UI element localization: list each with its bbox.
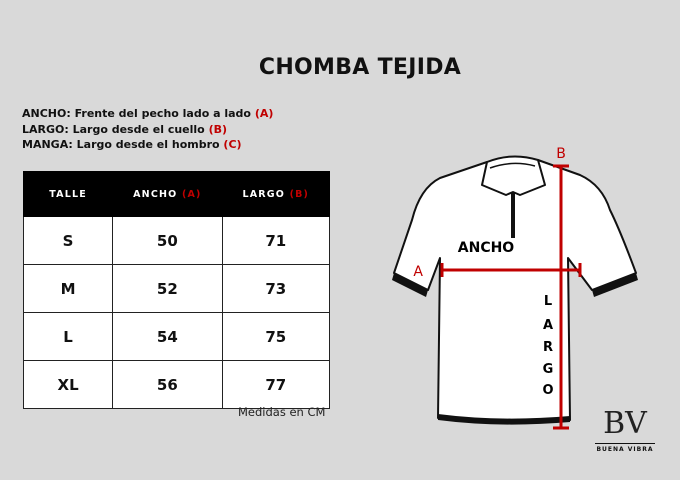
cell-largo: 73 bbox=[222, 265, 329, 313]
cell-talle: XL bbox=[24, 361, 113, 409]
length-letter: O bbox=[542, 383, 554, 398]
size-table bbox=[23, 171, 330, 409]
header-talle bbox=[24, 172, 113, 217]
header-ancho bbox=[113, 172, 222, 217]
cell-talle: S bbox=[24, 217, 113, 265]
length-letter: R bbox=[542, 340, 554, 355]
legend-item-largo bbox=[22, 122, 273, 138]
measurement-legend bbox=[22, 106, 273, 153]
legend-letter: (B) bbox=[208, 122, 228, 136]
header-letter: (B) bbox=[289, 188, 310, 200]
cell-ancho: 54 bbox=[113, 313, 222, 361]
length-letter: L bbox=[543, 294, 553, 309]
header-label: LARGO bbox=[242, 188, 286, 200]
cell-largo: 77 bbox=[222, 361, 329, 409]
legend-letter: (C) bbox=[223, 138, 242, 151]
collar bbox=[482, 156, 545, 195]
legend-text: ANCHO: Frente del pecho lado a lado bbox=[22, 107, 251, 120]
logo-brand-name: BUENA VIBRA bbox=[595, 443, 655, 453]
page-title: CHOMBA TEJIDA bbox=[258, 55, 462, 80]
polo-shirt-diagram bbox=[380, 130, 650, 440]
width-label: ANCHO bbox=[457, 240, 515, 256]
marker-b: B bbox=[556, 146, 566, 162]
units-note: Medidas en CM bbox=[238, 405, 326, 419]
marker-a: A bbox=[413, 264, 423, 280]
legend-text: LARGO: Largo desde el cuello bbox=[22, 122, 205, 136]
length-letter: A bbox=[542, 318, 554, 333]
legend-item-ancho bbox=[22, 106, 273, 122]
brand-logo bbox=[595, 405, 655, 453]
cell-talle: L bbox=[24, 313, 113, 361]
logo-mark: BV bbox=[603, 406, 647, 441]
cell-ancho: 52 bbox=[113, 265, 222, 313]
cell-largo: 75 bbox=[222, 313, 329, 361]
cell-talle: M bbox=[24, 265, 113, 313]
header-letter: (A) bbox=[181, 188, 202, 200]
header-label: TALLE bbox=[49, 188, 87, 200]
table-header-row bbox=[24, 172, 330, 217]
legend-item-manga bbox=[22, 137, 273, 153]
cell-ancho: 50 bbox=[113, 217, 222, 265]
table-row bbox=[24, 361, 330, 409]
header-label: ANCHO bbox=[133, 188, 178, 200]
table-row bbox=[24, 217, 330, 265]
header-largo bbox=[222, 172, 329, 217]
table-row bbox=[24, 265, 330, 313]
legend-text: MANGA: Largo desde el hombro bbox=[22, 138, 220, 151]
cell-ancho: 56 bbox=[113, 361, 222, 409]
length-letter: G bbox=[542, 362, 554, 377]
cell-largo: 71 bbox=[222, 217, 329, 265]
legend-letter: (A) bbox=[254, 107, 274, 120]
table-row bbox=[24, 313, 330, 361]
